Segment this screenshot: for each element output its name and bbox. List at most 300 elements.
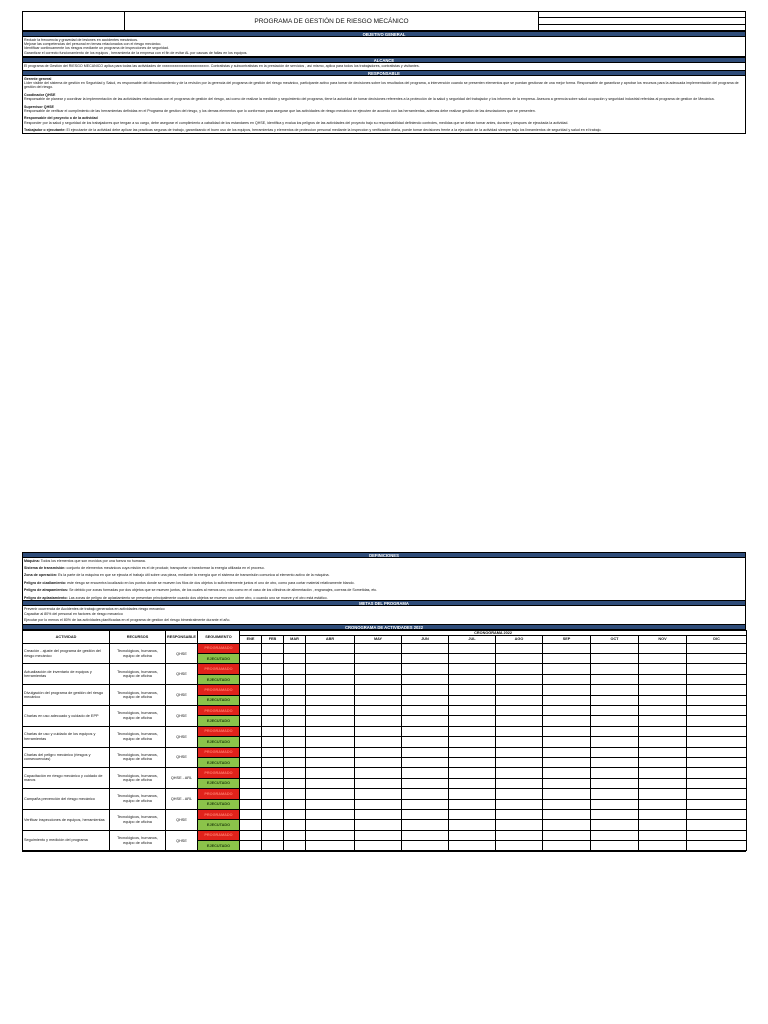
month-cell [355,820,402,830]
activity-cell: Charlas del peligro mecánico (riesgos y consecuencias) [23,747,110,768]
month-cell [639,737,687,747]
month-cell [639,674,687,684]
month-cell [543,820,591,830]
month-cell [449,747,496,757]
month-cell [543,747,591,757]
month-cell [591,643,639,653]
month-cell [449,789,496,799]
alcance-block [22,63,746,70]
ejecutado-status: EJECUTADO [198,654,240,664]
month-cell [284,716,306,726]
resources-cell: Tecnológicos, humanos, equipo de oficina [110,664,166,685]
month-cell [402,664,449,674]
month-cell [449,706,496,716]
month-cell [687,841,747,851]
alcance-text: El programa de Gestión del RIESGO MECANICO aplica para todas las actividades de xxxxxxxxxxxxxxxxxxxxxxxxxx. Contratistas y subcontratistas en la prestación de servicios , así mismo, aplica para todos los trabajadores, contratistas y visitantes. [24,64,420,69]
month-cell [402,695,449,705]
header-seguimiento: SEGUIMIENTO [198,630,240,643]
month-cell [543,737,591,747]
month-cell [262,830,284,840]
month-cell [262,664,284,674]
programado-status: PROGRAMADO [198,809,240,819]
document-meta [539,12,745,30]
month-cell [449,820,496,830]
month-cell [240,685,262,695]
ejecutado-status: EJECUTADO [198,737,240,747]
definicion-term: Peligro de aplastamiento: [24,595,68,600]
month-cell [496,643,543,653]
month-cell [639,716,687,726]
month-cell [306,820,355,830]
responsable-text: El ejecutante de la actividad debe aplicar las practicas seguras de trabajo, garantizando el buen uso de los equipos, herramientas y elementos de proteccion personal mediante la inspeccion y verificación diaria, puede tomar decisiones frente a la ejecución de la actividad siempre bajo los lineamientos de seguridad y salud en el trabajo. [65,128,602,133]
month-cell [306,664,355,674]
month-cell [306,685,355,695]
month-cell [543,664,591,674]
resources-cell: Tecnológicos, humanos, equipo de oficina [110,685,166,706]
ejecutado-status: EJECUTADO [198,695,240,705]
month-cell [496,726,543,736]
month-cell [402,789,449,799]
month-cell [496,820,543,830]
month-cell [355,654,402,664]
month-cell [306,654,355,664]
programado-status: PROGRAMADO [198,706,240,716]
month-cell [284,789,306,799]
month-cell [449,830,496,840]
month-cell [591,726,639,736]
month-cell [639,685,687,695]
month-cell [496,716,543,726]
month-cell [306,799,355,809]
month-cell [449,664,496,674]
activity-cell: Seguimiento y medición del programa [23,830,110,851]
month-cell [284,809,306,819]
month-cell [496,841,543,851]
month-cell [449,809,496,819]
definicion-text: Las zonas de peligro de aplastamiento se presentan principalmente cuando dos objetos se mueven uno sobre otro, o cuando uno se mueve y el otro está estático. [67,595,328,600]
month-cell [496,674,543,684]
month-cell [306,789,355,799]
resources-cell: Tecnológicos, humanos, equipo de oficina [110,747,166,768]
meta-line: Ejecutar por lo menos el 80% de las actividades planificadas en el programa de gestion del riesgo bimestralmente durante el año. [24,617,231,622]
month-cell [496,706,543,716]
month-cell [306,841,355,851]
month-cell [639,695,687,705]
month-cell [543,695,591,705]
month-cell [591,716,639,726]
month-cell [284,778,306,788]
month-cell [591,768,639,778]
month-cell [240,654,262,664]
month-cell [240,643,262,653]
month-cell [240,695,262,705]
alcance-bar: ALCANCE [22,57,746,63]
month-cell [355,685,402,695]
month-cell [687,706,747,716]
month-cell [355,737,402,747]
programado-status: PROGRAMADO [198,768,240,778]
month-cell [355,830,402,840]
month-cell [240,747,262,757]
cronograma-subtitle: CRONOGRAMA 2022 [240,630,747,635]
month-cell [284,695,306,705]
objetivo-line: Reducir la frecuencia y gravedad de lesiones en accidentes mecánicos. [24,37,139,42]
activity-cell: Verificar inspecciones de equipos, herramientas [23,809,110,830]
month-cell [591,809,639,819]
ejecutado-status: EJECUTADO [198,757,240,767]
month-header: AGO [496,635,543,643]
month-cell [240,716,262,726]
activity-cell: Charlas de uso y cuidado de los equipos y herramientas [23,726,110,747]
programado-status: PROGRAMADO [198,664,240,674]
resources-cell: Tecnológicos, humanos, equipo de oficina [110,830,166,851]
month-cell [496,830,543,840]
programado-status: PROGRAMADO [198,789,240,799]
resources-cell: Tecnológicos, humanos, equipo de oficina [110,768,166,789]
month-cell [687,654,747,664]
month-cell [284,737,306,747]
responsible-cell: QHSE [166,664,198,685]
month-cell [496,768,543,778]
month-cell [262,778,284,788]
month-cell [284,664,306,674]
month-cell [284,654,306,664]
month-cell [402,654,449,664]
responsable-title: Trabajador o ejecutante: [24,128,66,133]
month-cell [240,768,262,778]
month-cell [240,726,262,736]
month-cell [639,747,687,757]
month-cell [639,757,687,767]
meta-line: Prevenir ocurrencia de Accidentes de trabajo generados en actividades riesgo mecanico [24,606,165,611]
month-cell [449,674,496,684]
month-cell [687,737,747,747]
table-row [23,726,747,736]
month-cell [306,778,355,788]
month-cell [262,768,284,778]
month-header: SEP [543,635,591,643]
resources-cell: Tecnológicos, humanos, equipo de oficina [110,726,166,747]
table-row [23,747,747,757]
month-cell [240,789,262,799]
month-cell [284,799,306,809]
month-cell [240,841,262,851]
responsable-bar: RESPONSABLE [22,70,746,76]
month-cell [306,706,355,716]
programado-status: PROGRAMADO [198,643,240,653]
month-cell [591,830,639,840]
month-header: JUN [402,635,449,643]
month-cell [687,674,747,684]
month-cell [240,706,262,716]
month-cell [284,820,306,830]
definicion-text: conjunto de elementos mecánicos cuya misión es el de producir, transportar o transformar la energía utilizada en el proceso. [65,565,265,570]
month-cell [402,778,449,788]
month-cell [687,799,747,809]
month-cell [543,841,591,851]
month-cell [639,778,687,788]
month-cell [284,757,306,767]
month-cell [355,706,402,716]
month-cell [639,706,687,716]
month-cell [402,643,449,653]
responsable-title: Supervisor QHSE [24,104,54,109]
table-row [23,685,747,695]
month-cell [402,747,449,757]
month-cell [262,674,284,684]
definicion-text: Es la parte de la máquina en que se ejecuta el trabajo útil sobre una pieza, mediante la energía que el sistema de transmisión comunica al elemento activo de la máquina. [57,573,330,578]
month-cell [262,695,284,705]
month-cell [543,809,591,819]
month-cell [284,685,306,695]
month-cell [355,799,402,809]
responsable-block [22,76,746,134]
month-cell [402,768,449,778]
header-responsable: RESPONSABLE [166,630,198,643]
month-cell [591,789,639,799]
month-cell [496,695,543,705]
ejecutado-status: EJECUTADO [198,799,240,809]
top-section [22,31,746,134]
definiciones-block [22,558,746,600]
month-cell [355,716,402,726]
ejecutado-status: EJECUTADO [198,820,240,830]
month-cell [355,778,402,788]
month-cell [402,799,449,809]
resources-cell: Tecnológicos, humanos, equipo de oficina [110,643,166,664]
resources-cell: Tecnológicos, humanos, equipo de oficina [110,706,166,727]
month-header: ENE [240,635,262,643]
month-cell [240,820,262,830]
month-cell [402,674,449,684]
month-cell [543,726,591,736]
month-cell [543,799,591,809]
month-cell [543,789,591,799]
metas-block [22,606,746,623]
month-cell [402,706,449,716]
month-cell [496,737,543,747]
month-cell [306,830,355,840]
month-cell [639,830,687,840]
month-cell [240,830,262,840]
month-cell [306,768,355,778]
responsible-cell: QHSE - ARL [166,768,198,789]
objetivo-bar: OBJETIVO GENERAL [22,31,746,37]
activity-cell: Charlas en uso adecuado y cuidado de EPP [23,706,110,727]
month-cell [543,778,591,788]
activity-cell: Campaña prevención del riesgo mecánico [23,789,110,810]
month-header: DIC [687,635,747,643]
activity-cell: Creación - ajuste del programa de gestión del riesgo mecánico [23,643,110,664]
month-cell [591,695,639,705]
month-cell [284,706,306,716]
month-cell [449,643,496,653]
definicion-text: Todos los elementos que son movidos por una fuerza no humana. [39,558,146,563]
month-cell [543,830,591,840]
month-cell [687,685,747,695]
responsable-text: Líder visible del sistema de gestión en Seguridad y Salud, es responsable del direccionamiento y de la revisión por la gerencia del programa de gestión del riesgo mecánico, participante activo para tomar de decisiones sobre los resultados del programa, a intervención cuando se presenten elementos que se puedan gestionar de una mejor forma. Responsable de garantizar y aprobar los recursos para la adecuada implementación del programa de gestión del riesgo. [24,80,739,90]
month-cell [240,778,262,788]
month-cell [687,747,747,757]
month-cell [496,654,543,664]
month-cell [687,726,747,736]
month-cell [402,820,449,830]
month-cell [496,799,543,809]
month-cell [262,747,284,757]
month-cell [687,830,747,840]
month-cell [449,768,496,778]
month-cell [306,716,355,726]
month-cell [543,654,591,664]
ejecutado-status: EJECUTADO [198,716,240,726]
month-cell [402,757,449,767]
month-cell [306,695,355,705]
page-title: PROGRAMA DE GESTIÓN DE RIESGO MECÁNICO [125,12,539,30]
definicion-term: Peligro de cizallamiento: [24,580,67,585]
definicion-item [24,596,744,600]
header-actividad: ACTIVIDAD [23,630,110,643]
month-cell [639,799,687,809]
month-cell [591,674,639,684]
responsable-item [24,128,744,132]
responsible-cell: QHSE [166,726,198,747]
month-cell [402,737,449,747]
month-cell [687,695,747,705]
metas-bar: METAS DEL PROGRAMA [22,600,746,606]
programado-status: PROGRAMADO [198,726,240,736]
month-cell [496,747,543,757]
month-cell [355,726,402,736]
month-cell [284,643,306,653]
responsable-title: Responsable del proyecto o de la actividad [24,116,98,121]
responsible-cell: QHSE - ARL [166,789,198,810]
definicion-text: este riesgo se encuentra localizado en los puntos donde se mueven los filos de dos objetos lo suficientemente juntos el uno de otro, como para cortar material relativamente blando. [66,580,355,585]
month-cell [449,757,496,767]
month-cell [355,789,402,799]
resources-cell: Tecnológicos, humanos, equipo de oficina [110,789,166,810]
month-cell [639,768,687,778]
month-cell [262,737,284,747]
month-cell [449,716,496,726]
month-cell [639,789,687,799]
month-cell [262,789,284,799]
month-cell [262,809,284,819]
month-cell [639,841,687,851]
month-cell [591,685,639,695]
month-cell [355,695,402,705]
month-cell [240,737,262,747]
definicion-text: Se debido por zonas formadas por dos objetos que se mueven juntos, de los cuales al menos uno, rota como en el caso de los cilindros de alimentación , engranajes, correas de Sometidas, etc. [68,588,378,593]
month-cell [639,809,687,819]
month-cell [591,820,639,830]
month-cell [284,747,306,757]
month-cell [402,685,449,695]
month-cell [449,654,496,664]
month-cell [449,695,496,705]
header-recursos: RECURSOS [110,630,166,643]
month-cell [240,809,262,819]
month-cell [262,706,284,716]
month-cell [591,737,639,747]
month-cell [543,643,591,653]
definicion-term: Peligro de atrapamientos: [24,588,69,593]
month-cell [591,664,639,674]
month-cell [591,757,639,767]
cronograma-table [22,630,747,852]
month-cell [543,768,591,778]
month-cell [240,664,262,674]
month-cell [355,757,402,767]
month-cell [306,757,355,767]
month-cell [687,643,747,653]
responsible-cell: QHSE [166,643,198,664]
meta-line: Capacitar al 80% del personal en factores de riesgo mecanico [24,612,123,617]
month-cell [591,799,639,809]
programado-status: PROGRAMADO [198,747,240,757]
month-cell [306,726,355,736]
month-header: MAY [355,635,402,643]
month-cell [262,685,284,695]
month-cell [496,778,543,788]
activity-cell: Actualización de inventario de equipos y herramientas [23,664,110,685]
table-row [23,809,747,819]
month-cell [402,830,449,840]
month-cell [355,841,402,851]
month-cell [496,685,543,695]
month-cell [639,820,687,830]
month-cell [449,841,496,851]
month-cell [543,674,591,684]
responsable-text: Responder por la salud y seguridad de los trabajadores que tengan a su cargo, debe asegurar el cumplimiento a cabalidad de los estandares en QHSE, identifica y evalua los peligros de las actividades del proyecto bajo su responsabilidad definiendo controles, medidas que se deban tomar antes, durante y despues de ejecutada la actividad. [24,120,569,125]
month-cell [262,757,284,767]
month-cell [687,778,747,788]
month-cell [240,757,262,767]
month-cell [262,726,284,736]
month-cell [262,643,284,653]
meta-cell-3 [539,25,745,30]
month-header: FEB [262,635,284,643]
month-cell [543,685,591,695]
month-cell [496,809,543,819]
month-cell [306,643,355,653]
month-cell [639,664,687,674]
responsable-text: Responsable de verificar el cumplimiento de las herramientas definidas en el Programa de gestion del riesgo, y los demas elementos que lo conforman para asegurar que las actividades de riesgo mecánico se ejecuten de acuerdo con las herramientas, ademas debe realizar gestion de las desviaciones que se presenten. [24,108,536,113]
month-cell [355,643,402,653]
table-row [23,664,747,674]
table-row [23,643,747,653]
month-cell [543,716,591,726]
month-cell [306,747,355,757]
month-cell [306,809,355,819]
month-cell [449,778,496,788]
table-row [23,706,747,716]
month-header: MAR [284,635,306,643]
month-cell [262,820,284,830]
month-cell [687,757,747,767]
month-cell [687,664,747,674]
table-row [23,789,747,799]
month-cell [591,778,639,788]
month-cell [496,757,543,767]
responsible-cell: QHSE [166,809,198,830]
month-cell [496,789,543,799]
month-cell [687,789,747,799]
logo-cell [23,12,125,30]
month-cell [284,830,306,840]
month-cell [591,747,639,757]
month-cell [687,809,747,819]
objetivo-line: Identificar continuamente los riesgos mediante un programa de inspecciones de seguridad. [24,46,170,51]
